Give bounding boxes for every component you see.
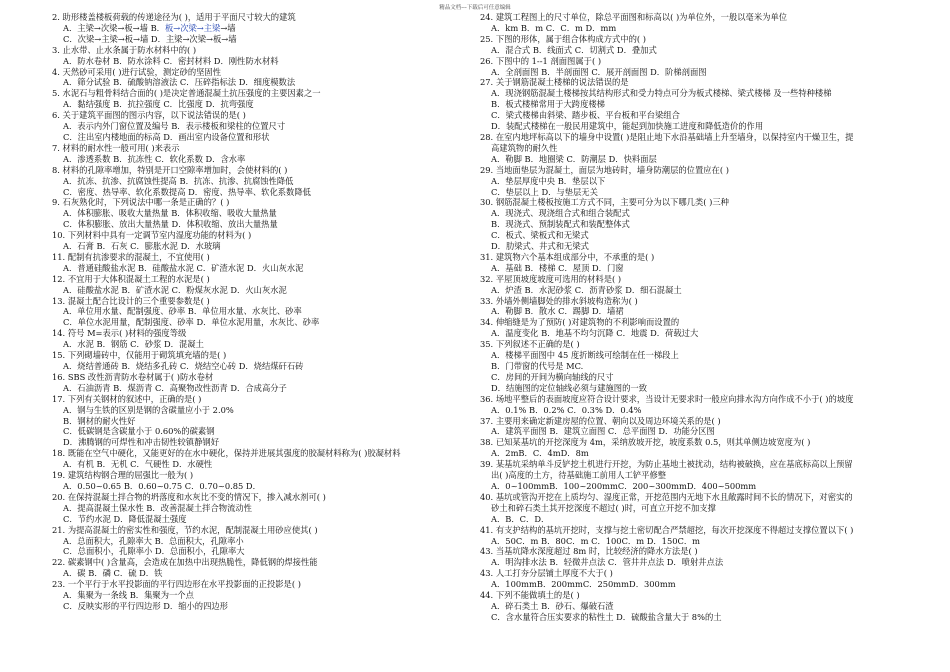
answer-options xyxy=(52,437,466,448)
answer-options xyxy=(480,23,900,34)
line-text: B．现浇式、预制装配式和装配整体式 xyxy=(491,219,630,230)
answer-options xyxy=(52,306,466,317)
answer-options xyxy=(480,601,900,612)
question-text xyxy=(52,328,466,339)
answer-options xyxy=(52,99,466,110)
line-text: 33. 外墙外侧墙脚处的排水斜坡构造称为( ) xyxy=(480,295,638,306)
line-text: A．现浇钢筋混凝土楼梯按其结构形式和受力特点可分为板式楼梯、梁式楼梯 及一些特种楼梯 xyxy=(491,88,832,99)
line-text: 24. 建筑工程图上的尺寸单位，除总平面图和标高以( )为单位外，一般以毫米为单位 xyxy=(480,12,788,22)
line-text: 31. 建筑物六个基本组成部分中，不承重的是( ) xyxy=(480,251,655,262)
answer-options xyxy=(480,110,900,121)
question-text xyxy=(480,317,900,328)
question-text xyxy=(480,252,900,263)
question-text xyxy=(480,546,900,557)
line-text: A．防水卷材 B．防水涂料 C．密封材料 D．刚性防水材料 xyxy=(63,55,279,66)
line-text: C．节约水泥 D．降低混凝土强度 xyxy=(63,513,187,524)
line-text: A．筛分试验 B．硫酸钠溶液法 C．压碎指标法 D．细度模数法 xyxy=(63,77,296,88)
line-text: A．提高混凝土保水性 B．改善混凝土拌合物流动性 xyxy=(63,502,252,513)
line-text: A．烧结普通砖 B．烧结多孔砖 C．烧结空心砖 D．烧结煤矸石砖 xyxy=(63,361,304,371)
line-text: 20. 在保持混凝土拌合物的坍落度和水灰比不变的情况下，掺入减水剂可( ) xyxy=(52,491,326,502)
line-text: A．石膏 B．石灰 C．膨胀水泥 D．水玻璃 xyxy=(63,241,221,252)
line-text: 28. 在室内地坪标高以下的墙身中设置( )是阻止地下水沿基础墙上升至墙身，以保持室内干燥卫生，提 xyxy=(480,131,854,142)
line-text: 36. 场地平整后的表面坡度应符合设计要求，当设计无要求时一般应向排水沟方向作成不小于( )的坡度 xyxy=(480,393,854,404)
answer-options xyxy=(52,34,466,45)
line-text: A．总面积大，孔隙率大 B．总面积大，孔隙率小 xyxy=(63,535,244,546)
line-text: 43. 当基坑降水深度超过 8m 时，比较经济的降水方法是( ) xyxy=(480,546,698,557)
answer-options xyxy=(480,361,900,372)
line-text: C．总面积小，孔隙率小 D．总面积小，孔隙率大 xyxy=(63,546,245,557)
answer-options xyxy=(52,187,466,198)
line-text: 8. 材料的孔隙率增加，特别是开口空隙率增加时，会使材料的( ) xyxy=(52,164,288,175)
line-text: B．门带窗的代号是 MC. xyxy=(491,361,584,371)
question-text xyxy=(52,252,466,263)
line-text: D．结施图的定位轴线必须与建施图的一致 xyxy=(491,382,647,393)
answer-options xyxy=(52,219,466,230)
line-text: A．0.50~0.65 B．0.60~0.75 C．0.70~0.85 D． xyxy=(63,480,261,491)
line-text: 21. 为提高混凝土的密实性和强度，节约水泥，配制混凝土用砂应使其( ) xyxy=(52,524,318,535)
line-text: A．碎石类土 B．砂石、爆破石渣 xyxy=(491,600,614,611)
answer-options xyxy=(52,285,466,296)
question-text xyxy=(480,274,900,285)
answer-options xyxy=(480,88,900,99)
line-text: A．全剖面图 B．半剖面图 C．展开剖面图 D．阶梯剖面图 xyxy=(491,66,707,77)
line-text: 12. 不宜用于大体积混凝土工程的水泥是( ) xyxy=(52,273,210,284)
answer-options xyxy=(52,77,466,88)
answer-options xyxy=(480,67,900,78)
question-text xyxy=(52,12,466,23)
line-text: 43. 人工打夯分层铺土厚度不大于( ) xyxy=(480,568,613,579)
answer-options xyxy=(480,241,900,252)
answer-options xyxy=(52,590,466,601)
line-text: A．渗透系数 B．抗冻性 C．软化系数 D．含水率 xyxy=(63,153,246,164)
line-text: A．混合式 B．线面式 C．切割式 D．叠加式 xyxy=(491,44,657,55)
question-text xyxy=(480,339,900,350)
highlighted-text: 板→次梁→主梁 xyxy=(164,22,221,33)
line-text: 44. 下列不能做填土的是( ) xyxy=(480,590,580,601)
line-text: 35. 下列叙述不正确的是( ) xyxy=(480,339,580,350)
question-text xyxy=(52,448,466,459)
line-text: A．B．C．D． xyxy=(491,513,550,524)
line-text: 4. 天然砂可采用( )进行试验，测定砂的坚固性 xyxy=(52,66,222,77)
answer-options xyxy=(480,579,900,590)
line-text: 40. 基坑或管沟开挖在上质均匀、湿度正常，开挖范围内无地下水且敞露时间不长的情况下，对密实的 xyxy=(480,491,853,502)
line-text: 6. 关于建筑平面图的图示内容，以下说法错误的是( ) xyxy=(52,110,246,121)
answer-options xyxy=(52,23,466,34)
line-text: B．板式楼梯常用于大跨度楼梯 xyxy=(491,99,605,110)
question-text xyxy=(52,45,466,56)
line-text: 32. 平屋顶坡度坡度可选用的材料是( ) xyxy=(480,273,622,284)
question-text xyxy=(52,110,466,121)
question-text xyxy=(480,143,900,154)
line-text: 41. 有支护结构的基坑开挖时，支撑与挖土密切配合严禁超挖，每次开挖深度不得超过支撑位置以下( ) xyxy=(480,524,854,535)
line-text: 2. 助形楼盖楼板荷载的传递途径为( )，适用于平面尺寸较大的建筑 xyxy=(52,12,296,22)
question-text xyxy=(52,394,466,405)
question-text xyxy=(52,143,466,154)
question-text xyxy=(480,12,900,23)
question-text xyxy=(52,557,466,568)
answer-options xyxy=(52,383,466,394)
line-text: C．注出室内楼地面的标高 D．画出室内设备位置和形状 xyxy=(63,131,270,142)
left-column xyxy=(52,12,466,612)
answer-options xyxy=(52,514,466,525)
line-text: A．钢与生铁的区别是钢的含碳量应小于 2.0% xyxy=(63,404,234,415)
question-text xyxy=(480,56,900,67)
answer-options xyxy=(480,514,900,525)
question-text xyxy=(480,394,900,405)
answer-options xyxy=(52,317,466,328)
line-text: C．梁式楼梯由斜梁、踏步板、平台板和平台梁组合 xyxy=(491,110,680,121)
answer-options xyxy=(480,121,900,132)
answer-options xyxy=(52,56,466,67)
line-text: C．含水量符合压实要求的粘性土 D．硫酸盐含量大于 8%的土 xyxy=(491,611,722,622)
answer-options xyxy=(480,536,900,547)
line-text: 37. 主要用来确定新建房屋的位置、朝向以及周边环境关系的是( ) xyxy=(480,415,721,426)
question-text xyxy=(480,437,900,448)
line-text: D．肋梁式、井式和无梁式 xyxy=(491,241,589,252)
line-text: A．勒脚 B．散水 C．踢脚 D．墙裙 xyxy=(491,306,624,317)
answer-options xyxy=(480,154,900,165)
question-text xyxy=(52,88,466,99)
answer-options xyxy=(52,426,466,437)
line-text: 23. 一个平行于水平投影面的平行四边形在水平投影面的正投影是( ) xyxy=(52,579,301,590)
line-text: A．体积膨胀、吸收大量热量 B．体积收缩、吸收大量热量 xyxy=(63,208,277,219)
line-text: A．抗冻、抗渗、抗腐蚀性提高 B．抗冻、抗渗、抗腐蚀性降低 xyxy=(63,175,294,186)
question-text xyxy=(52,525,466,536)
line-text: A．50C．m B．80C．m C．100C．m D．150C．m xyxy=(491,535,701,546)
answer-options xyxy=(480,405,900,416)
line-text: A．垫层厚度中央 B．垫层以下 xyxy=(491,175,606,186)
line-text: 19. 建筑结构钢合理的屈强比一般为( ) xyxy=(52,470,194,481)
answer-options xyxy=(480,263,900,274)
question-text xyxy=(480,165,900,176)
answer-options xyxy=(52,546,466,557)
question-text xyxy=(480,503,900,514)
question-text xyxy=(480,34,900,45)
line-text: A．表示内外门窗位置及编号 B．表示楼板和梁柱的位置尺寸 xyxy=(63,121,286,132)
question-text xyxy=(480,459,900,470)
answer-options xyxy=(52,601,466,612)
line-text: A．集聚为一条线 B．集聚为一个点 xyxy=(63,590,194,601)
line-text: D．沸腾钢的可焊性和冲击韧性较镇静钢好 xyxy=(63,437,219,448)
question-text xyxy=(52,350,466,361)
line-text: A．温度变化 B．地基不均匀沉降 C．地震 D．荷载过大 xyxy=(491,328,699,339)
line-text: A．普通硅酸盐水泥 B．硅酸盐水泥 C．矿渣水泥 D．火山灰水泥 xyxy=(63,262,304,273)
right-column xyxy=(480,12,900,623)
question-text xyxy=(52,296,466,307)
answer-options xyxy=(52,208,466,219)
question-text xyxy=(52,197,466,208)
line-text: C．密度、热导率、软化系数提高 D．密度、热导率、软化系数降低 xyxy=(63,186,311,197)
question-text xyxy=(480,470,900,481)
question-text xyxy=(480,492,900,503)
line-text: A．km B．m C．C．m D．mm xyxy=(491,22,617,33)
question-text xyxy=(52,67,466,78)
answer-options xyxy=(480,306,900,317)
question-text xyxy=(480,590,900,601)
question-text xyxy=(480,568,900,579)
line-text: A．石油沥青 B．煤沥青 C．高聚物改性沥青 D．合成高分子 xyxy=(63,382,287,393)
line-text: 34. 伸缩缝是为了预防( )对建筑物的不利影响而设置的 xyxy=(480,317,680,328)
answer-options xyxy=(480,230,900,241)
line-text: B．钢材的耐火性好 xyxy=(63,415,136,426)
line-text: A．2mB．C．4mD．8m xyxy=(491,448,589,459)
line-text: A．楼梯平面图中 45 度折断线可绘制在任一梯段上 xyxy=(491,350,679,361)
line-text: 27. 关于钢筋混凝土楼梯的说法错误的是 xyxy=(480,77,629,88)
answer-options xyxy=(480,187,900,198)
question-text xyxy=(480,77,900,88)
line-text: C．单位水泥用量，配制强度、砂率 D．单位水泥用量，水灰比、砂率 xyxy=(63,317,320,328)
line-text: 7. 材料的耐水性一般可用( )来表示 xyxy=(52,142,180,153)
answer-options xyxy=(52,568,466,579)
answer-options xyxy=(52,405,466,416)
question-text xyxy=(52,372,466,383)
line-text: C．板式、梁板式和无梁式 xyxy=(491,230,589,241)
answer-options xyxy=(52,154,466,165)
line-text: A．0~100mmB．100~200mmC．200~300mmD．400~500mm xyxy=(491,480,757,491)
line-text: A．炉渣 B．水泥砂浆 C．沥青砂浆 D．细石混凝土 xyxy=(491,284,682,295)
line-text: 11. 配制有抗渗要求的混凝土，不宜使用( ) xyxy=(52,251,210,262)
line-text: A．有机 B．无机 C．气硬性 D．水硬性 xyxy=(63,459,213,470)
line-text: 10. 下列材料中具有一定调节室内湿度功能的材料为( ) xyxy=(52,230,252,241)
line-text: 15. 下列砌墙砖中，仅能用于砌筑填充墙的是( ) xyxy=(52,350,227,361)
question-text xyxy=(52,230,466,241)
line-text: A．硅酸盐水泥 B．矿渣水泥 C．粉煤灰水泥 D．火山灰水泥 xyxy=(63,284,287,295)
line-text: A．黏结强度 B．抗拉强度 C．比强度 D．抗弯强度 xyxy=(63,99,254,110)
answer-options xyxy=(480,285,900,296)
line-text: 5. 水泥石与粗骨料结合面的( )是决定普通混凝土抗压强度的主要因素之一 xyxy=(52,88,321,99)
line-text: C．次梁→主梁→板→墙 D．主梁→次梁→板→墙 xyxy=(63,33,237,44)
line-text: C．体积膨胀、放出大量热量 D．体积收缩、放出大量热量 xyxy=(63,219,278,230)
line-text: 18. 既能在空气中硬化，又能更好的在水中硬化，保持并进展其强度的胶凝材料称为( )胶凝材料 xyxy=(52,448,401,459)
line-text: 13. 混凝土配合比设计的三个重要参数是( ) xyxy=(52,295,210,306)
question-text xyxy=(52,274,466,285)
line-text: 14. 符号 M=表示( )材料的强度等级 xyxy=(52,328,187,339)
question-text xyxy=(52,165,466,176)
line-text: 高建筑物的耐久性 xyxy=(491,142,558,153)
line-text: A．主梁→次梁→板→墙 B． xyxy=(63,22,165,33)
page-header: 精品文档---下载后可任意编辑 xyxy=(439,5,511,11)
line-text: C．反映实形的平行四边形 D．缩小的四边形 xyxy=(63,600,228,611)
answer-options xyxy=(480,383,900,394)
answer-options xyxy=(480,45,900,56)
answer-options xyxy=(52,361,466,372)
line-text: C．垫层以上 D．与垫层无关 xyxy=(491,186,598,197)
line-text: A．明沟排水法 B．轻微井点法 C．管井井点法 D．喷射井点法 xyxy=(491,557,724,568)
line-text: C．房间的开间为横向轴线的尺寸 xyxy=(491,371,614,382)
line-text: A．单位用水量、配制强度、砂率 B．单位用水量、水灰比、砂率 xyxy=(63,306,302,317)
answer-options xyxy=(480,99,900,110)
line-text: 39. 某基坑采纳单斗反铲挖土机进行开挖，为防止基地土被扰动，结构被破换，应在基底标高以上预留 xyxy=(480,459,853,470)
answer-options xyxy=(52,416,466,427)
answer-options xyxy=(480,208,900,219)
line-text: 25. 下图的形体，属于组合体构成方式中的( ) xyxy=(480,33,646,44)
line-text: C．低碳钢是含碳量小于 0.60%的碳素钢 xyxy=(63,426,215,437)
line-text: D．装配式楼梯在一般民用建筑中，能起到加快施工进度和降低造价的作用 xyxy=(491,121,764,132)
answer-options xyxy=(52,459,466,470)
answer-options xyxy=(480,426,900,437)
line-text: 38. 已知某基坑的开挖深度为 4m，采纳放坡开挖，坡度系数 0.5，则其单侧边坡宽度为( ) xyxy=(480,437,811,448)
line-text: 16. SBS 改性沥青防水卷材属于( )防水卷材 xyxy=(52,371,214,382)
answer-options xyxy=(480,350,900,361)
answer-options xyxy=(52,121,466,132)
answer-options xyxy=(480,372,900,383)
line-text: 26. 下图中的 1--1 剖面图属于( ) xyxy=(480,55,602,66)
answer-options xyxy=(52,536,466,547)
question-text xyxy=(52,470,466,481)
answer-options xyxy=(480,481,900,492)
line-text: A．碳 B．磷 C．硫 D．铁 xyxy=(63,568,163,579)
question-text xyxy=(480,525,900,536)
answer-options xyxy=(52,263,466,274)
line-text: A．现浇式、现浇组合式和组合装配式 xyxy=(491,208,630,219)
line-text: 30. 钢筋混凝土楼板按施工方式不同，主要可分为以下哪几类( )三种 xyxy=(480,197,729,208)
answer-options xyxy=(480,557,900,568)
question-text xyxy=(480,296,900,307)
answer-options xyxy=(52,503,466,514)
answer-options xyxy=(52,132,466,143)
line-text: 3. 止水带、止水条属于防水材料中的( ) xyxy=(52,44,197,55)
line-text: 出( )高度的土方，待基础施工前用人工铲平修整 xyxy=(491,470,667,481)
answer-options xyxy=(480,448,900,459)
question-text xyxy=(480,416,900,427)
line-text: 22. 碳素钢中( )含量高，会造成在加热中出现热脆性，降低钢的焊接性能 xyxy=(52,557,318,568)
question-text xyxy=(52,579,466,590)
line-text: A．100mmB．200mmC．250mmD．300mm xyxy=(491,579,676,590)
line-text: A．基础 B．楼梯 C．屋顶 D．门窗 xyxy=(491,262,624,273)
line-text-tail: →墙 xyxy=(220,22,236,33)
answer-options xyxy=(480,328,900,339)
answer-options xyxy=(480,176,900,187)
answer-options xyxy=(52,339,466,350)
line-text: A．水泥 B．钢筋 C．砂浆 D．混凝土 xyxy=(63,339,204,350)
line-text: 9. 石灰熟化时，下列说法中哪一条是正确的？( ) xyxy=(52,197,230,208)
question-text xyxy=(52,492,466,503)
line-text: 砂土和碎石类土其开挖深度不超过( )时，可直立开挖不加支撑 xyxy=(491,502,716,513)
answer-options xyxy=(52,481,466,492)
answer-options xyxy=(52,241,466,252)
line-text: 17. 下列有关钢材的叙述中，正确的是( ) xyxy=(52,393,202,404)
question-text xyxy=(480,132,900,143)
answer-options xyxy=(52,176,466,187)
line-text: 29. 当地面垫层为混凝土，面层为地砖时，墙身防潮层的位置应在( ) xyxy=(480,164,729,175)
line-text: A．0.1% B．0.2% C．0.3% D．0.4% xyxy=(491,404,642,415)
answer-options xyxy=(480,219,900,230)
line-text: A．勒脚 B．地圈梁 C．防潮层 D．快料面层 xyxy=(491,153,657,164)
question-text xyxy=(480,197,900,208)
line-text: A．建筑平面图 B．建筑立面图 C．总平面图 D．功能分区图 xyxy=(491,426,715,437)
answer-options xyxy=(480,612,900,623)
